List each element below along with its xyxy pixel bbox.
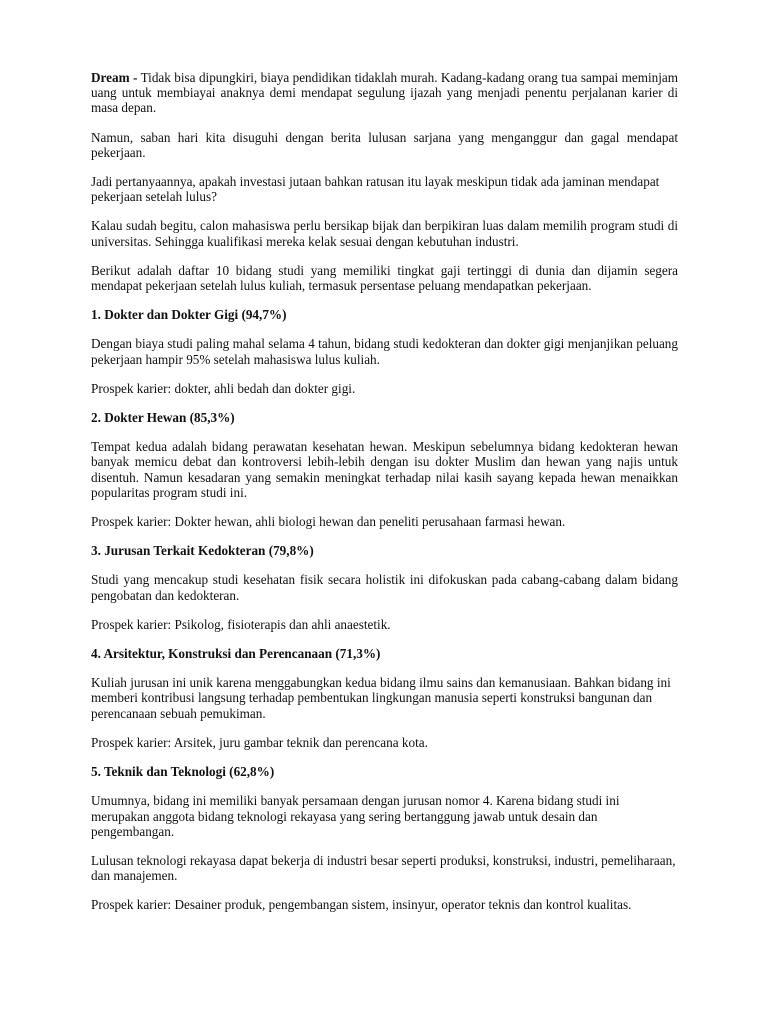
career-prospects: Prospek karier: Desainer produk, pengembangan sistem, insinyur, operator teknis dan kontrol kualitas. (91, 897, 632, 913)
section-heading: 4. Arsitektur, Konstruksi dan Perencanaan (71,3%) (91, 646, 381, 662)
section-heading: 5. Teknik dan Teknologi (62,8%) (91, 764, 275, 780)
section-paragraph: Dengan biaya studi paling mahal selama 4 tahun, bidang studi kedokteran dan dokter gigi menjanjikan peluang pekerjaan hampir 95% setelah mahasiswa lulus kuliah. (91, 336, 678, 367)
career-prospects: Prospek karier: Dokter hewan, ahli biologi hewan dan peneliti perusahaan farmasi hewan. (91, 514, 566, 530)
section-paragraph: Tempat kedua adalah bidang perawatan kesehatan hewan. Meskipun sebelumnya bidang kedokteran hewan banyak memicu debat dan kontroversi lebih-lebih dengan isu dokter Muslim dan hewan yang najis untuk disentuh. Namun kesadaran yang semakin meningkat terhadap nilai kasih sayang kepada hewan menaikkan popularitas program studi ini. (91, 439, 678, 500)
paragraph-advice: Kalau sudah begitu, calon mahasiswa perlu bersikap bijak dan berpikiran luas dalam memilih program studi di universitas. Sehingga kualifikasi mereka kelak sesuai dengan kebutuhan industri. (91, 218, 678, 249)
document-page (91, 70, 678, 927)
section-heading: 3. Jurusan Terkait Kedokteran (79,8%) (91, 543, 314, 559)
intro-lead: Dream - (91, 70, 138, 85)
paragraph-question: Jadi pertanyaannya, apakah investasi jutaan bahkan ratusan itu layak meskipun tidak ada jaminan mendapat pekerjaan setelah lulus? (91, 174, 660, 205)
career-prospects: Prospek karier: dokter, ahli bedah dan dokter gigi. (91, 380, 356, 396)
section-paragraph: Lulusan teknologi rekayasa dapat bekerja di industri besar seperti produksi, konstruksi, industri, pemeliharaan, dan manajemen. (91, 852, 676, 884)
career-prospects: Prospek karier: Arsitek, juru gambar teknik dan perencana kota. (91, 734, 428, 750)
section-paragraph: Kuliah jurusan ini unik karena menggabungkan kedua bidang ilmu sains dan kemanusiaan. Bahkan bidang ini memberi kontribusi langsung terhadap pembentukan lingkungan manusia seperti konstruksi bangunan dan perencanaan sebuah pemukiman. (91, 675, 671, 721)
paragraph-unemployment: Namun, saban hari kita disuguhi dengan berita lulusan sarjana yang menganggur dan gagal mendapat pekerjaan. (91, 129, 678, 160)
section-paragraph: Umumnya, bidang ini memiliki banyak persamaan dengan jurusan nomor 4. Karena bidang studi ini merupakan anggota bidang teknologi rekayasa yang sering bertanggung jawab untuk desain dan pengembangan. (91, 793, 620, 839)
section-paragraph: Studi yang mencakup studi kesehatan fisik secara holistik ini difokuskan pada cabang-cabang dalam bidang pengobatan dan kedokteran. (91, 572, 678, 603)
intro-paragraph (91, 70, 678, 116)
section-heading: 1. Dokter dan Dokter Gigi (94,7%) (91, 307, 287, 323)
career-prospects: Prospek karier: Psikolog, fisioterapis dan ahli anaestetik. (91, 616, 391, 632)
section-heading: 2. Dokter Hewan (85,3%) (91, 410, 235, 426)
paragraph-list-intro: Berikut adalah daftar 10 bidang studi yang memiliki tingkat gaji tertinggi di dunia dan dijamin segera mendapat pekerjaan setelah lulus kuliah, termasuk persentase peluang mendapatkan pekerjaan. (91, 262, 678, 294)
intro-text: Tidak bisa dipungkiri, biaya pendidikan tidaklah murah. Kadang-kadang orang tua sampai meminjam uang untuk membiayai anaknya demi mendapat segulung ijazah yang menjadi penentu perjalanan karier di masa depan. (91, 70, 678, 116)
